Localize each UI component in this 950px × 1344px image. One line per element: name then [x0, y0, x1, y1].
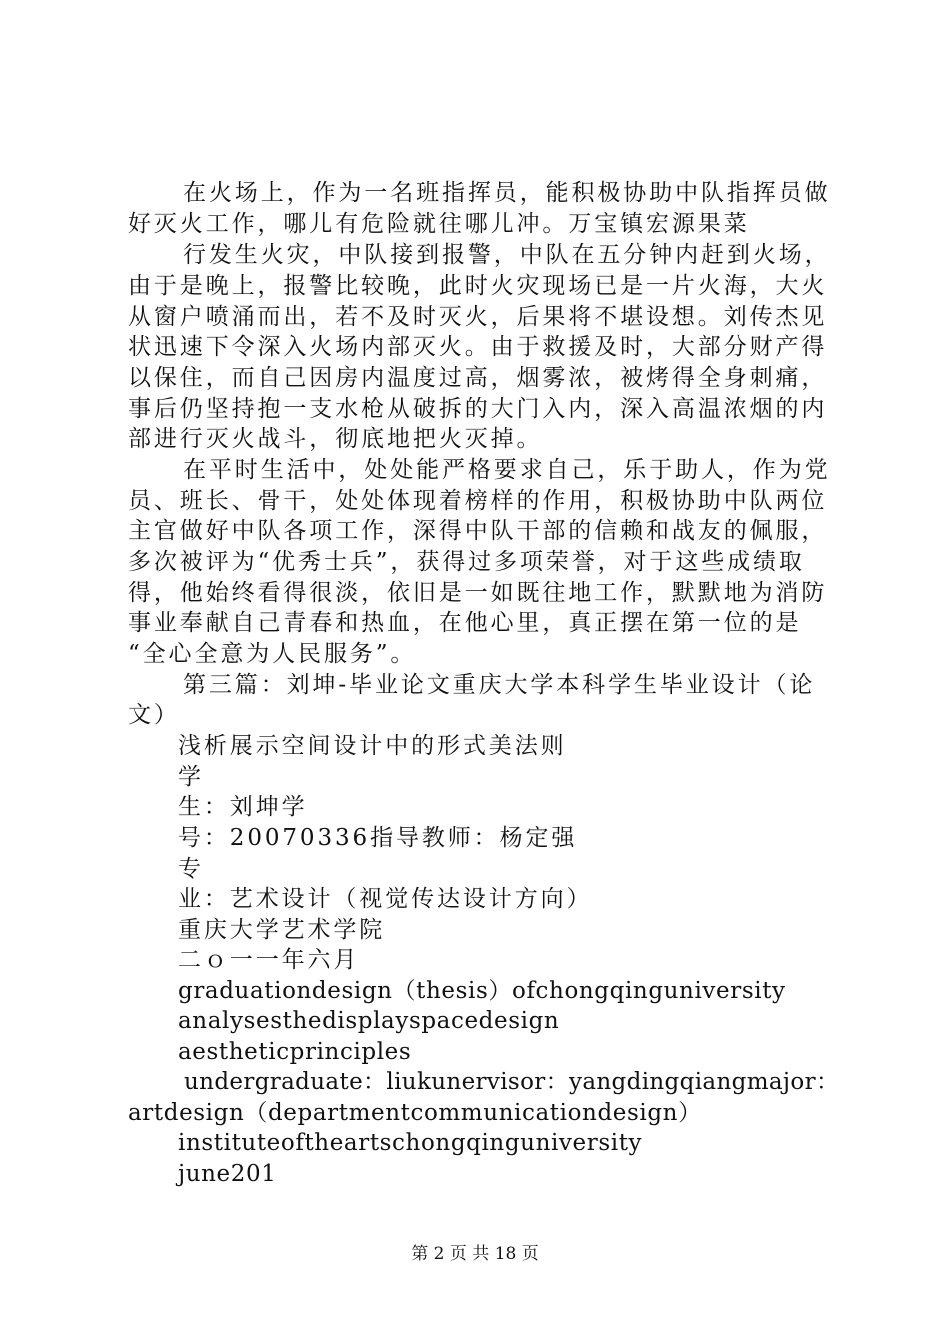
thesis-info-line: 号：20070336指导教师：杨定强 [178, 825, 578, 851]
thesis-title: 浅析展示空间设计中的形式美法则 [178, 733, 567, 759]
english-info-line: june201 [178, 1161, 277, 1187]
english-info-line: instituteoftheartschongqinguniversity [178, 1130, 643, 1156]
paragraph-line: 部进行灭火战斗，彻底地把火灭掉。 [128, 426, 543, 452]
thesis-info-line: 学 [178, 764, 204, 790]
thesis-info-line: 重庆大学艺术学院 [178, 917, 386, 943]
english-info-line: artdesign（departmentcommunicationdesign） [128, 1100, 702, 1126]
page-number-footer: 第 2 页 共 18 页 [411, 1244, 539, 1264]
paragraph-line: 行发生火灾，中队接到报警，中队在五分钟内赶到火场， [183, 242, 831, 268]
paragraph-line: 在平时生活中，处处能严格要求自己，乐于助人，作为党 [183, 457, 831, 483]
paragraph-line: 从窗户喷涌而出，若不及时灭火，后果将不堪设想。刘传杰见 [128, 304, 828, 330]
thesis-info-line: 业：艺术设计（视觉传达设计方向） [178, 886, 593, 912]
english-title-line: analysesthedisplayspacedesign [178, 1008, 560, 1034]
thesis-info-line: 专 [178, 856, 204, 882]
section-heading: 文） [128, 702, 180, 728]
paragraph-line: 员、班长、骨干，处处体现着榜样的作用，积极协助中队两位 [128, 488, 828, 514]
thesis-info-line: 生：刘坤学 [178, 794, 308, 820]
english-title-line: aestheticprinciples [178, 1039, 412, 1065]
paragraph-line: 事后仍坚持抱一支水枪从破拆的大门入内，深入高温浓烟的内 [128, 396, 828, 422]
paragraph-line: 状迅速下令深入火场内部灭火。由于救援及时，大部分财产得 [128, 334, 828, 360]
paragraph-line: 事业奉献自己青春和热血，在他心里，真正摆在第一位的是 [128, 610, 802, 636]
paragraph-line: 多次被评为“优秀士兵”，获得过多项荣誉，对于这些成绩取 [128, 549, 805, 575]
paragraph-line: 主官做好中队各项工作，深得中队干部的信赖和战友的佩服， [128, 518, 828, 544]
thesis-info-line: 二ｏ一一年六月 [178, 947, 360, 973]
paragraph-line: 由于是晚上，报警比较晚，此时火灾现场已是一片火海，大火 [128, 273, 828, 299]
paragraph-line: 以保住，而自己因房内温度过高，烟雾浓，被烤得全身刺痛， [128, 365, 828, 391]
english-info-line: undergraduate：liukunervisor：yangdingqiangmajor： [184, 1069, 840, 1095]
paragraph-line: 好灭火工作，哪儿有危险就往哪儿冲。万宝镇宏源果菜 [128, 211, 750, 237]
english-title-line: graduationdesign（thesis）ofchongqinguniversity [178, 978, 786, 1004]
section-heading: 第三篇：刘坤-毕业论文重庆大学本科学生毕业设计（论 [183, 672, 816, 698]
paragraph-line: “全心全意为人民服务”。 [128, 641, 417, 667]
paragraph-line: 得，他始终看得很淡，依旧是一如既往地工作，默默地为消防 [128, 580, 828, 606]
paragraph-line: 在火场上，作为一名班指挥员，能积极协助中队指挥员做 [183, 180, 831, 206]
